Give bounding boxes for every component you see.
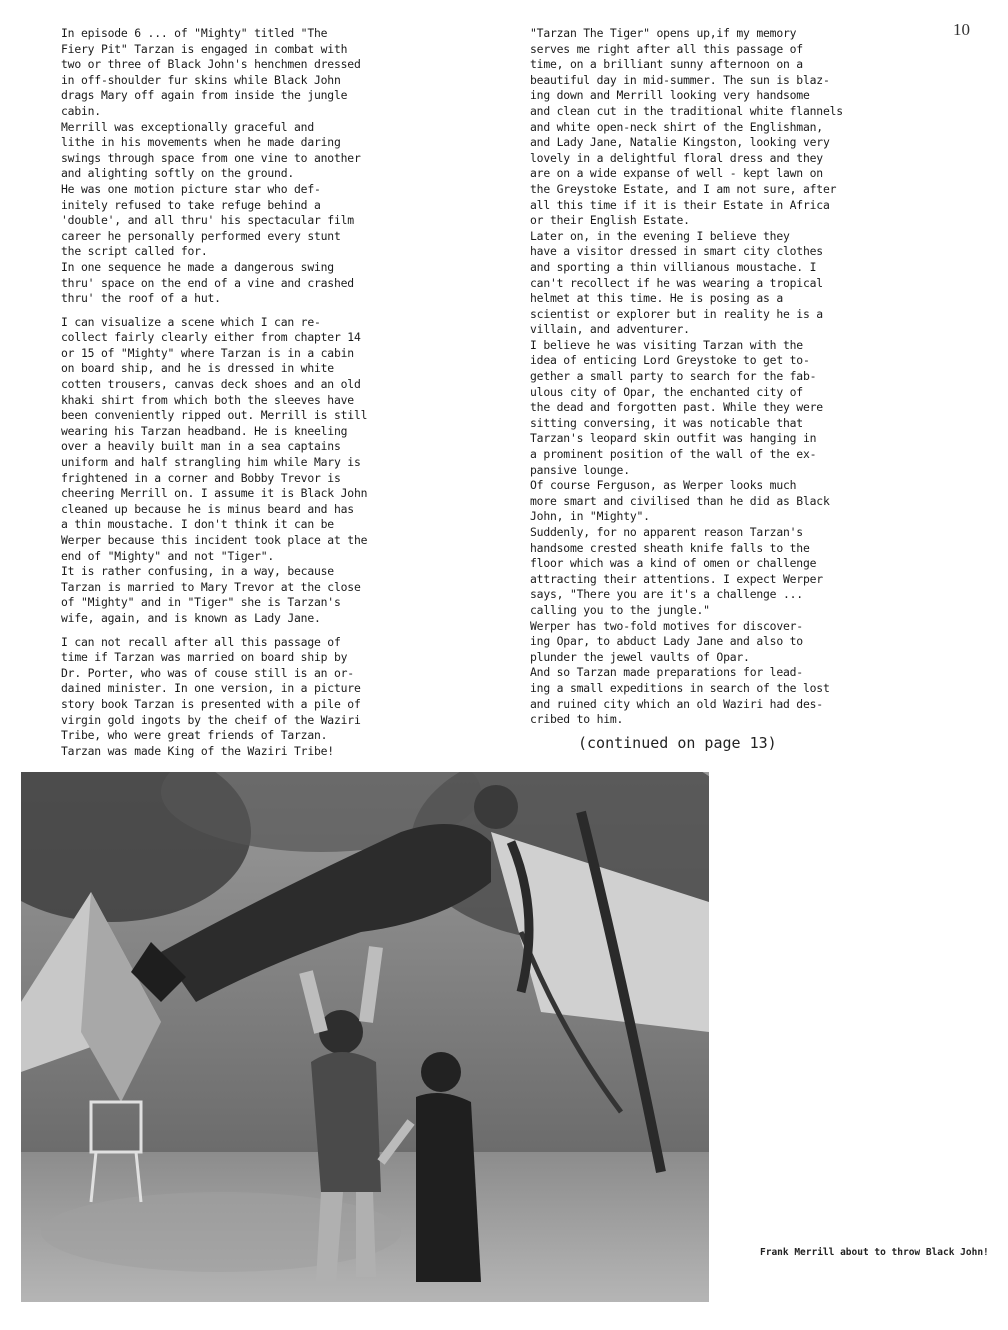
paragraph: It is rather confusing, in a way, because Tarzan is married to Mary Trevor at the close of "Mighty" and in "Tiger" she is Tarzan's wife, again, and is known as Lady Jane. <box>61 564 361 625</box>
paragraph: Later on, in the evening I believe they have a visitor dressed in smart city clothes and sporting a thin villianous moustache. I can't recollect if he was wearing a tropical helmet at this time. He is posing as a scientist or explorer but in reality he is a villain, and adventurer. <box>530 228 823 337</box>
paragraph: In episode 6 ... of "Mighty" titled "The Fiery Pit" Tarzan is engaged in combat with two or three of Black John's henchmen dressed in off-shoulder fur skins while Black John drags Mary off again from inside the jungle cabin. <box>61 26 361 118</box>
paragraph: In one sequence he made a dangerous swing thru' space on the end of a vine and crashed thru' the roof of a hut. <box>61 259 354 306</box>
right-column <box>530 26 910 728</box>
paragraph: Of course Ferguson, as Werper looks much more smart and civilised than he did as Black John, in "Mighty". <box>530 478 830 524</box>
paragraph: Merrill was exceptionally graceful and lithe in his movements when he made daring swings through space from one vine to another and alighting softly on the ground. <box>61 119 361 181</box>
paragraph: Werper has two-fold motives for discover- ing Opar, to abduct Lady Jane and also to plunder the jewel vaults of Opar. <box>530 618 803 664</box>
paragraph: I can visualize a scene which I can re- collect fairly clearly either from chapter 14 or 15 of "Mighty" where Tarzan is in a cabin on board ship, and he is dressed in white cotten trousers, canvas deck shoes and an old khaki shirt from which both the sleeves have been conveniently ripped out. Merrill is still wearing his Tarzan headband. He is kneeling over a heavily built man in a sea captains uniform and half strangling him while Mary is frightened in a corner and Bobby Trevor is cheering Merrill on. I assume it is Black John cleaned up because he is minus beard and has a thin moustache. I don't think it can be Werper because this incident took place at the end of "Mighty" and not "Tiger". <box>61 314 368 563</box>
page-number: 10 <box>953 20 970 39</box>
photo-illustration <box>21 772 709 1302</box>
paragraph: Suddenly, for no apparent reason Tarzan's handsome crested sheath knife falls to the floor which was a kind of omen or challenge attracting their attentions. I expect Werper says, "There you are it's a challenge ... calling you to the jungle." <box>530 525 823 617</box>
paragraph: I can not recall after all this passage of time if Tarzan was married on board ship by Dr. Porter, who was of couse still is an or- dained minister. In one version, in a picture story book Tarzan is presented with a pile of virgin gold ingots by the cheif of the Waziri Tribe, who were great friends of Tarzan. Tarzan was made King of the Waziri Tribe! <box>61 634 361 758</box>
paragraph: I believe he was visiting Tarzan with the idea of enticing Lord Greystoke to get to- gether a small party to search for the fab- ulous city of Opar, the enchanted city of the dead and forgotten past. While they were sitting conversing, it was noticable that Tarzan's leopard skin outfit was hanging in a prominent position of the wall of the ex- pansive lounge. <box>530 337 823 477</box>
photo-caption: Frank Merrill about to throw Black John! <box>760 1247 989 1258</box>
continued-note: (continued on page 13) <box>578 734 777 752</box>
paragraph: "Tarzan The Tiger" opens up,if my memory serves me right after all this passage of time, on a brilliant sunny afternoon on a beautiful day in mid-summer. The sun is blaz- ing down and Merrill looking very handsome and clean cut in the traditional white flannels and white open-neck shirt of the Englishman, and Lady Jane, Natalie Kingston, looking very lovely in a delightful floral dress and they are on a wide expanse of well - kept lawn on the Greystoke Estate, and I am not sure, after all this time if it is their Estate in Africa or their English Estate. <box>530 26 843 228</box>
paragraph: And so Tarzan made preparations for lead- ing a small expeditions in search of the lost and ruined city which an old Waziri had des- cribed to him. <box>530 665 830 727</box>
photo <box>21 772 709 1302</box>
paragraph: He was one motion picture star who def- initely refused to take refuge behind a 'double', and all thru' his spectacular film career he personally performed every stunt the script called for. <box>61 181 354 259</box>
left-column <box>61 26 441 759</box>
